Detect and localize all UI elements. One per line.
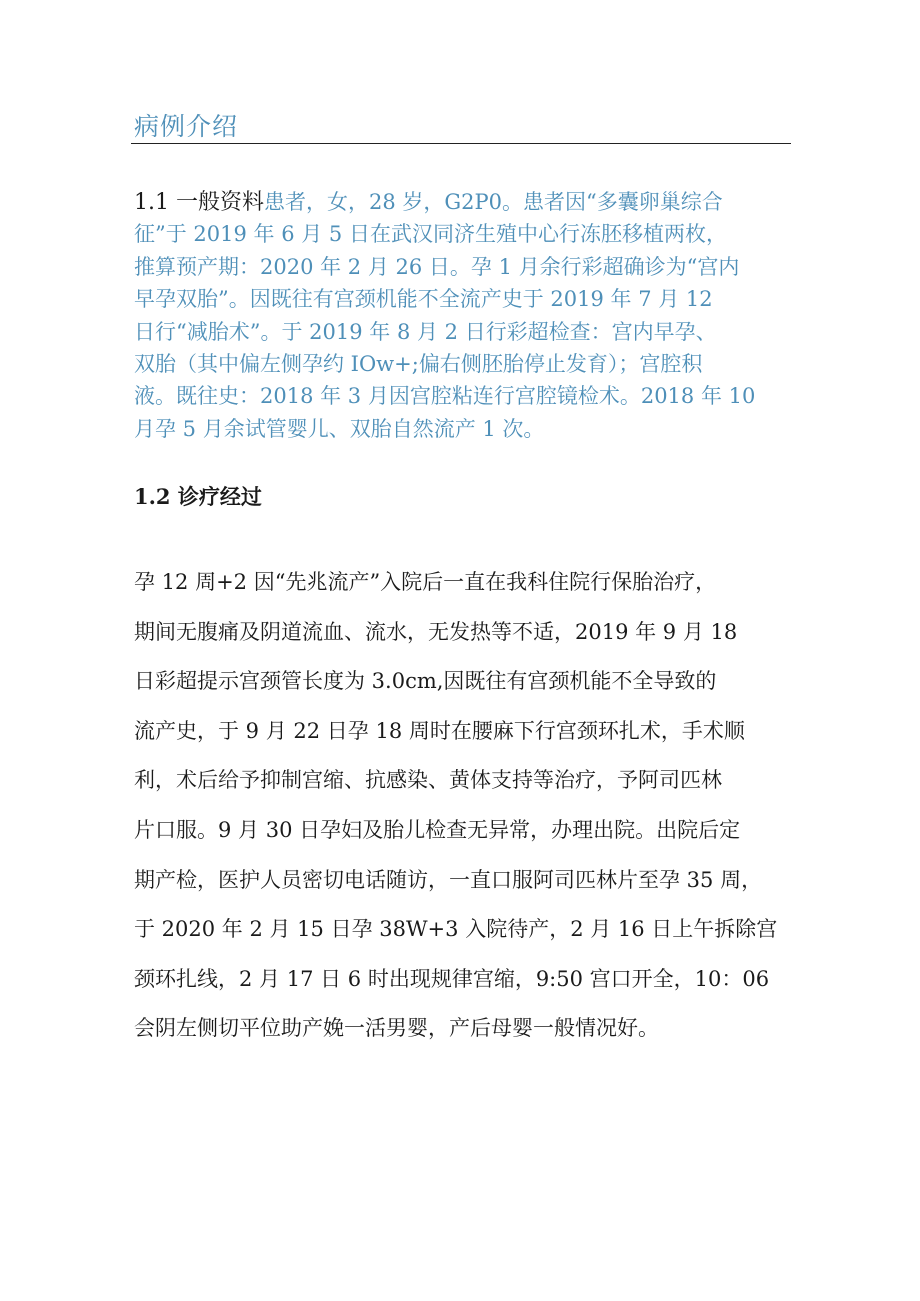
title-divider (131, 143, 791, 144)
paragraph-line: 流产史，于 9 月 22 日孕 18 周时在腰麻下行宫颈环扎术，手术顺 (134, 718, 745, 743)
paragraph-line: 会阴左侧切平位助产娩一活男婴，产后母婴一般情况好。 (134, 1016, 659, 1041)
paragraph-line: 孕 12 周+2 因“先兆流产”入院后一直在我科住院行保胎治疗， (134, 570, 717, 594)
general-info-paragraph (134, 186, 794, 445)
paragraph-line: 期产检，医护人员密切电话随访，一直口服阿司匹林片至孕 35 周， (134, 867, 763, 892)
paragraph-line: 片口服。9 月 30 日孕妇及胎儿检查无异常，办理出院。出院后定 (134, 817, 741, 842)
paragraph-line: 液。既往史：2018 年 3 月因宫腔粘连行宫腔镜检术。2018 年 10 (134, 384, 756, 409)
paragraph-line: 双胎（其中偏左侧孕约 IOw+;偏右侧胚胎停止发育）；宫腔积 (134, 351, 703, 376)
paragraph-line-text: 患者，女，28 岁，G2P0。患者因“多囊卵巢综合 (263, 190, 723, 214)
paragraph-line: 日行“减胎术”。于 2019 年 8 月 2 日行彩超检查：宫内早孕、 (134, 319, 717, 344)
section-title: 病例介绍 (134, 112, 239, 141)
paragraph-line: 于 2020 年 2 月 15 日孕 38W+3 入院待产，2 月 16 日上午拆除宫 (134, 917, 778, 942)
paragraph-line: 推算预产期：2020 年 2 月 26 日。孕 1 月余行彩超确诊为“宫内 (134, 254, 740, 279)
paragraph-line: 利，术后给予抑制宫缩、抗感染、黄体支持等治疗，予阿司匹林 (134, 768, 722, 793)
paragraph-line: 征”于 2019 年 6 月 5 日在武汉同济生殖中心行冻胚移植两枚， (134, 222, 727, 247)
paragraph-line: 月孕 5 月余试管婴儿、双胎自然流产 1 次。 (134, 416, 545, 441)
treatment-course-paragraph (134, 558, 794, 1054)
paragraph-line: 早孕双胎”。因既往有宫颈机能不全流产史于 2019 年 7 月 12 (134, 287, 713, 312)
paragraph-line: 日彩超提示宫颈管长度为 3.0cm,因既往有宫颈机能不全导致的 (134, 669, 717, 694)
paragraph-line: 颈环扎线，2 月 17 日 6 时出现规律宫缩，9:50 宫口开全，10：06 (134, 966, 770, 991)
paragraph-line: 期间无腹痛及阴道流血、流水，无发热等不适，2019 年 9 月 18 (134, 619, 738, 644)
paragraph-line (134, 186, 794, 218)
treatment-course-heading: 1.2 诊疗经过 (134, 484, 262, 509)
general-info-heading: 1.1 一般资料 (134, 190, 264, 215)
